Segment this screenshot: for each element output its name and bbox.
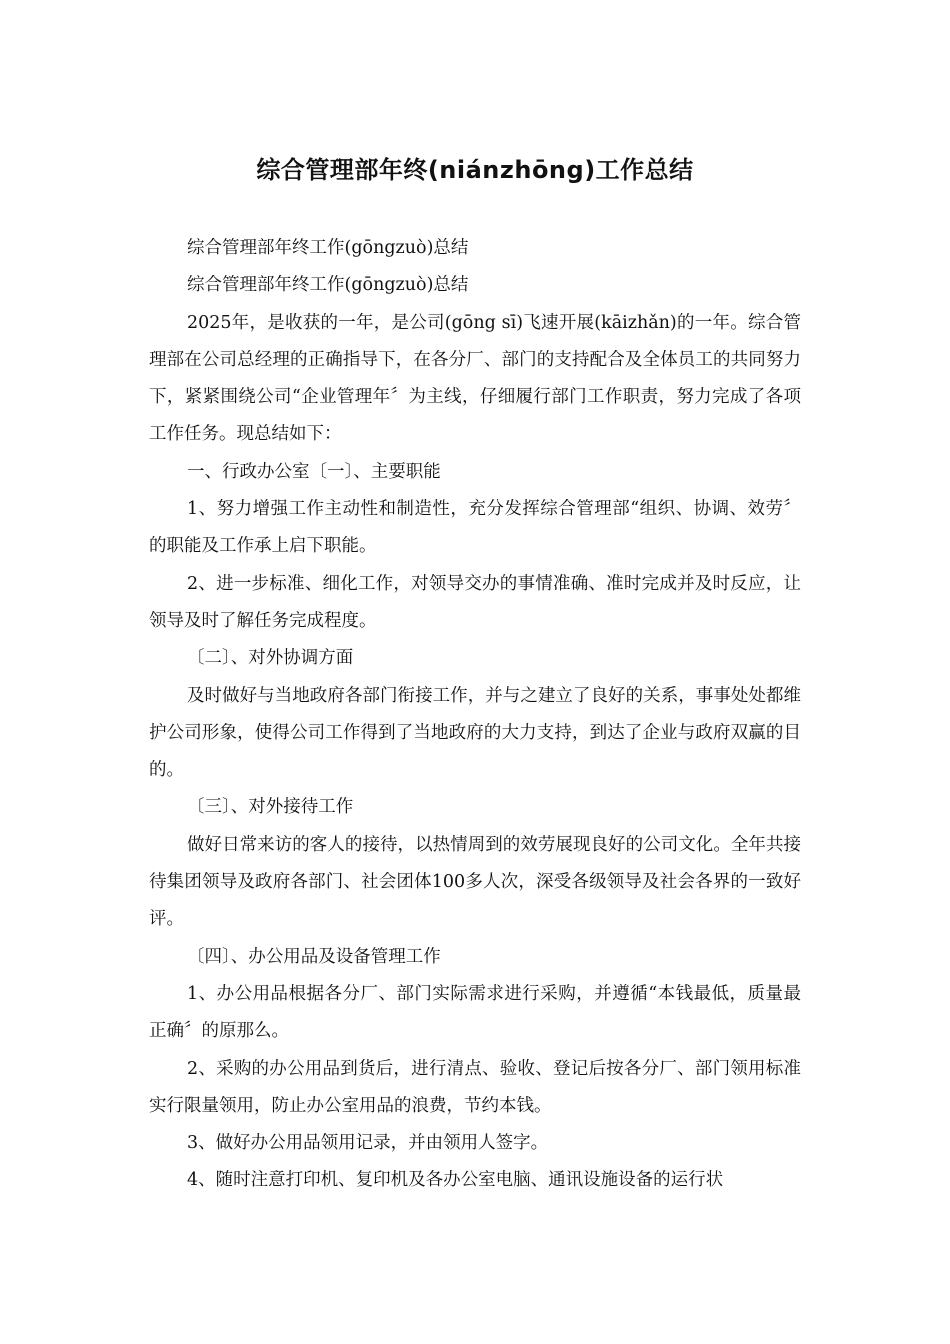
section-heading-admin-office: 一、行政办公室〔一〕、主要职能 bbox=[187, 461, 441, 482]
paragraph-duty-1: 1、努力增强工作主动性和制造性，充分发挥综合管理部“组织、协调、效劳〞的职能及工作承上启下职能。 bbox=[149, 499, 801, 557]
paragraph-subtitle-2: 综合管理部年终工作(gōngzuò)总结 bbox=[187, 275, 469, 296]
paragraph-duty-2: 2、进一步标准、细化工作，对领导交办的事情准确、准时完成并及时反应，让领导及时了解任务完成程度。 bbox=[149, 573, 801, 631]
paragraph-supplies-4: 4、随时注意打印机、复印机及各办公室电脑、通讯设施设备的运行状 bbox=[187, 1170, 724, 1191]
paragraph-intro: 2025年，是收获的一年，是公司(gōng sī)飞速开展(kāizhǎn)的一年。综合管理部在公司总经理的正确指导下，在各分厂、部门的支持配合及全体员工的共同努力下，紧紧围绕公司“企业管理年〞为主线，仔细履行部门工作职责，努力完成了各项工作任务。现总结如下： bbox=[149, 312, 801, 445]
section-heading-office-supplies: 〔四〕、办公用品及设备管理工作 bbox=[187, 946, 441, 967]
section-heading-reception: 〔三〕、对外接待工作 bbox=[187, 797, 354, 818]
paragraph-supplies-2: 2、采购的办公用品到货后，进行清点、验收、登记后按各分厂、部门领用标准实行限量领用，防止办公室用品的浪费，节约本钱。 bbox=[149, 1058, 801, 1116]
document-body bbox=[149, 230, 801, 1200]
paragraph-supplies-1: 1、办公用品根据各分厂、部门实际需求进行采购，并遵循“本钱最低，质量最正确〞的原那么。 bbox=[149, 983, 801, 1042]
section-heading-external-coordination: 〔二〕、对外协调方面 bbox=[187, 648, 354, 669]
paragraph-reception: 做好日常来访的客人的接待，以热情周到的效劳展现良好的公司文化。全年共接待集团领导及政府各部门、社会团体100多人次，深受各级领导及社会各界的一致好评。 bbox=[149, 834, 801, 930]
paragraph-external-coordination: 及时做好与当地政府各部门衔接工作，并与之建立了良好的关系，事事处处都维护公司形象，使得公司工作得到了当地政府的大力支持，到达了企业与政府双赢的目的。 bbox=[149, 685, 801, 781]
paragraph-supplies-3: 3、做好办公用品领用记录，并由领用人签字。 bbox=[187, 1133, 549, 1154]
document-title: 综合管理部年终(niánzhōng)工作总结 bbox=[256, 156, 694, 184]
paragraph-subtitle-1: 综合管理部年终工作(gōngzuò)总结 bbox=[187, 238, 469, 258]
